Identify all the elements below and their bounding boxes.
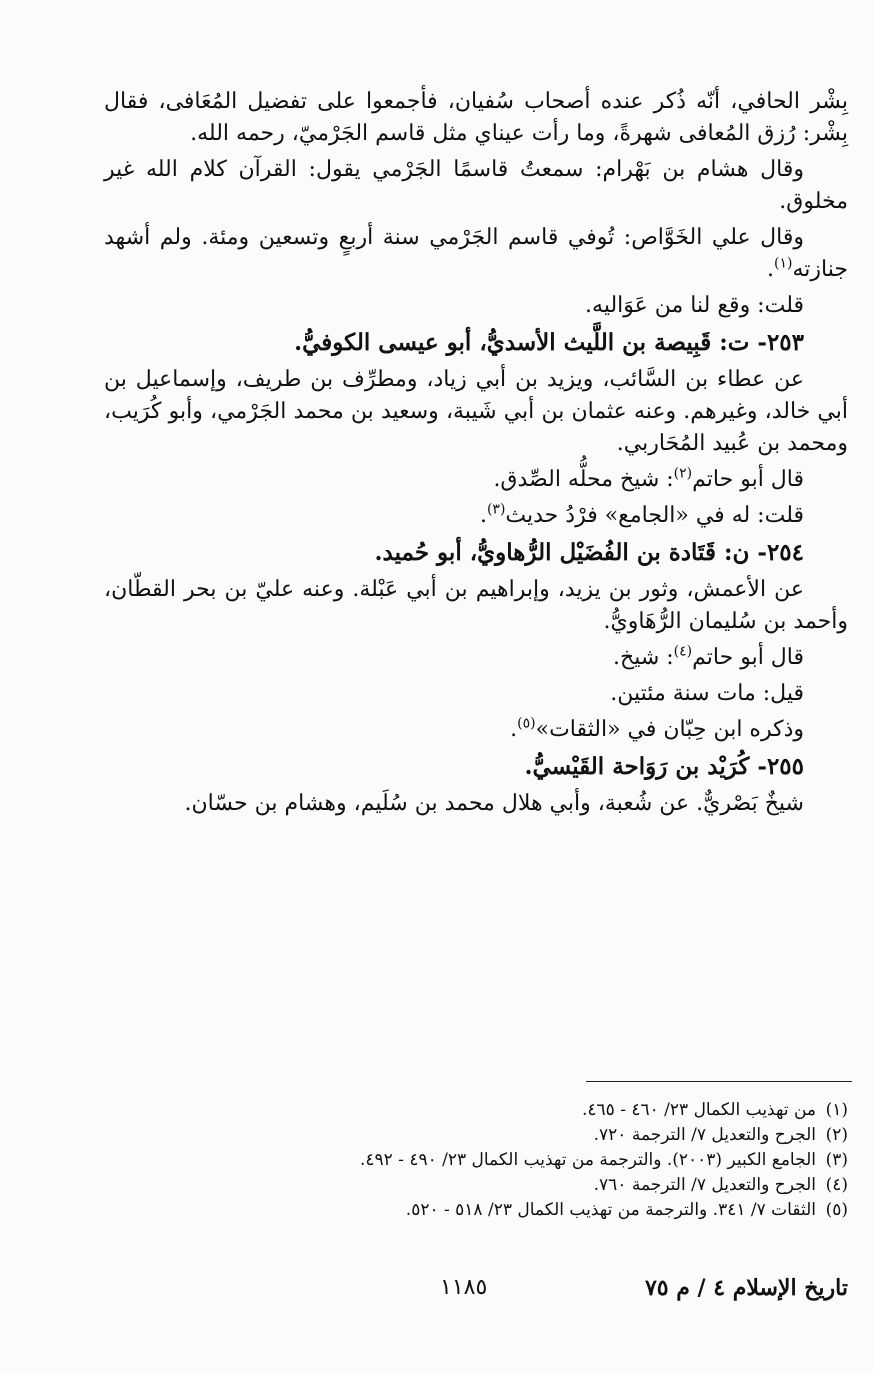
footnote-text: من تهذيب الكمال ٢٣/ ٤٦٠ - ٤٦٥. bbox=[581, 1100, 816, 1120]
paragraph bbox=[104, 678, 848, 710]
paragraph bbox=[104, 364, 848, 460]
footnote-text: الثقات ٧/ ٣٤١. والترجمة من تهذيب الكمال ٢٣/ ٥١٨ - ٥٢٠. bbox=[405, 1200, 816, 1220]
paragraph-text-after: . bbox=[767, 257, 775, 282]
footnote-number: (١) bbox=[825, 1100, 848, 1120]
paragraph-text-after: . bbox=[479, 503, 487, 528]
paragraph bbox=[104, 574, 848, 638]
footnote-ref[interactable]: (٢) bbox=[673, 465, 693, 482]
paragraph bbox=[104, 154, 848, 218]
paragraph-text: عن عطاء بن السَّائب، ويزيد بن أبي زياد، ومطرِّف بن طريف، وإسماعيل بن أبي خالد، وغيرهم. وعنه عثمان بن أبي شَيبة، وسعيد بن محمد الجَرْمي، وأبو كُرَيب، ومحمد بن عُبيد المُحَاربي. bbox=[104, 367, 848, 456]
footnote-ref[interactable]: (٣) bbox=[486, 501, 506, 518]
paragraph bbox=[104, 222, 848, 286]
paragraph-text: وقال هشام بن بَهْرام: سمعتُ قاسمًا الجَرْمي يقول: القرآن كلام الله غير مخلوق. bbox=[104, 157, 848, 214]
paragraph bbox=[104, 86, 848, 150]
entry-title: ٢٥٤- ن: قَتَادة بن الفُضَيْل الرُّهاويُّ، أبو حُميد. bbox=[374, 539, 804, 566]
paragraph bbox=[104, 642, 848, 674]
footnote bbox=[250, 1148, 848, 1173]
footnote-text: الجامع الكبير (٢٠٠٣). والترجمة من تهذيب الكمال ٢٣/ ٤٩٠ - ٤٩٢. bbox=[359, 1150, 816, 1170]
paragraph-text: وذكره ابن حِبّان في «الثقات» bbox=[535, 717, 804, 742]
paragraph-text: قلت: وقع لنا من عَوَاليه. bbox=[585, 293, 804, 318]
main-text bbox=[104, 82, 848, 820]
footnote bbox=[250, 1123, 848, 1148]
paragraph-text: عن الأعمش، وثور بن يزيد، وإبراهيم بن أبي عَبْلة. وعنه عليّ بن بحر القطّان، وأحمد بن سُليمان الرُّهَاويُّ. bbox=[104, 577, 848, 634]
footnote-ref[interactable]: (١) bbox=[774, 255, 793, 272]
paragraph-text: قيل: مات سنة مئتين. bbox=[610, 681, 804, 706]
paragraph bbox=[104, 290, 848, 322]
paragraph-text: قال أبو حاتم bbox=[692, 645, 804, 670]
book-signature: تاريخ الإسلام ٤ / م ٧٥ bbox=[644, 1275, 848, 1301]
footnote-ref[interactable]: (٥) bbox=[517, 715, 536, 732]
entry-title: ٢٥٣- ت: قَبِيصة بن اللَّيث الأسديُّ، أبو عيسى الكوفيُّ. bbox=[294, 329, 804, 356]
paragraph-text: بِشْر الحافي، أنّه ذُكر عنده أصحاب سُفيان، فأجمعوا على تفضيل المُعَافى، فقال بِشْر: رُزق المُعافى شهرةً، وما رأت عيناي مثل قاسم الجَرْميّ، رحمه الله. bbox=[104, 89, 848, 146]
paragraph bbox=[104, 500, 848, 532]
paragraph bbox=[104, 714, 848, 746]
footnote-ref[interactable]: (٤) bbox=[673, 643, 693, 660]
footnote-text: الجرح والتعديل ٧/ الترجمة ٧٢٠. bbox=[593, 1125, 816, 1145]
footnotes bbox=[250, 1098, 848, 1223]
footnote-text: الجرح والتعديل ٧/ الترجمة ٧٦٠. bbox=[593, 1175, 816, 1195]
page-footer bbox=[440, 1275, 848, 1309]
footnote-separator bbox=[586, 1081, 852, 1082]
paragraph-text-after: : شيخ. bbox=[613, 645, 674, 670]
paragraph-text: قال أبو حاتم bbox=[692, 467, 804, 492]
page-number: ١١٨٥ bbox=[440, 1275, 488, 1300]
footnote-number: (٣) bbox=[825, 1150, 848, 1170]
footnote-number: (٢) bbox=[825, 1125, 848, 1145]
footnote bbox=[250, 1173, 848, 1198]
footnote-number: (٥) bbox=[825, 1200, 848, 1220]
paragraph bbox=[104, 464, 848, 496]
footnote-number: (٤) bbox=[825, 1175, 848, 1195]
paragraph-text: شيخٌ بَصْريٌّ. عن شُعبة، وأبي هلال محمد بن سُلَيم، وهشام بن حسّان. bbox=[184, 791, 804, 816]
footnote bbox=[250, 1098, 848, 1123]
paragraph-text: قلت: له في «الجامع» فرْدُ حديث bbox=[505, 503, 804, 528]
paragraph-text: وقال علي الخَوَّاص: تُوفي قاسم الجَرْمي سنة أربعٍ وتسعين ومئة. ولم أشهد جنازته bbox=[104, 225, 848, 282]
footnote bbox=[250, 1198, 848, 1223]
paragraph-text-after: : شيخ محلُّه الصِّدق. bbox=[493, 467, 674, 492]
paragraph-text-after: . bbox=[510, 717, 518, 742]
paragraph bbox=[104, 788, 848, 820]
entry-title: ٢٥٥- كُرَيْد بن رَوَاحة القَيْسيُّ. bbox=[524, 753, 804, 780]
